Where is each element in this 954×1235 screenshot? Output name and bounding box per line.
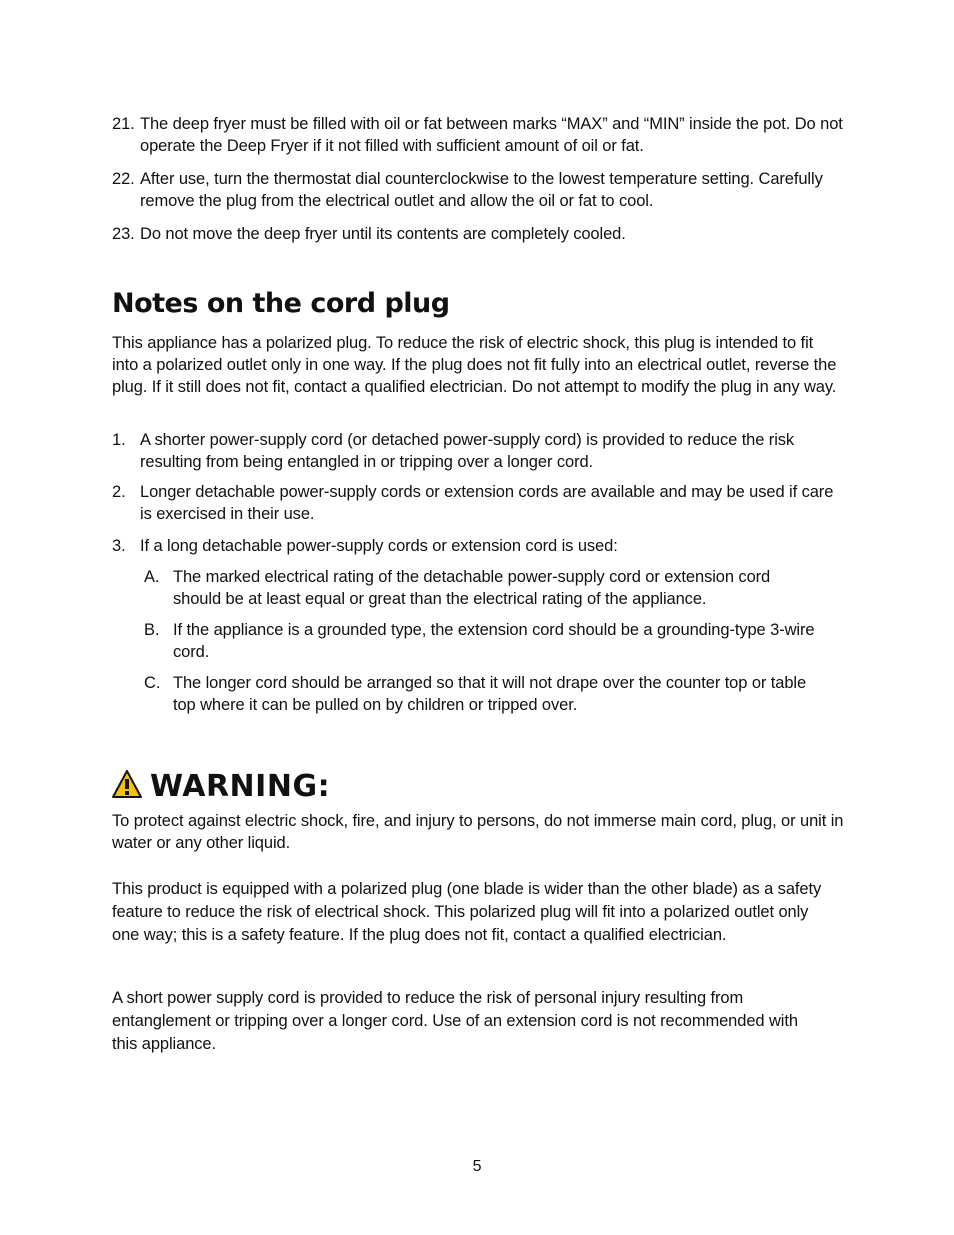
- list-item-21: [112, 113, 852, 157]
- cord-intro-paragraph: This appliance has a polarized plug. To reduce the risk of electric shock, this plug is intended to fit into a polarized outlet only in one way. If the plug does not fit fully into an electrical outlet, reverse the plug. If it still does not fit, contact a qualified electrician. Do not attempt to modify the plug in any way.: [112, 334, 837, 396]
- cord-list-item-1: [112, 429, 852, 473]
- cord-list-item-2: [112, 481, 852, 525]
- cord-list-item-3: [112, 535, 852, 557]
- list-item-text: Longer detachable power-supply cords or extension cords are available and may be used if care is exercised in their use.: [140, 483, 834, 523]
- list-item-text: If a long detachable power-supply cords or extension cord is used:: [140, 537, 618, 555]
- section-heading-cord-plug: Notes on the cord plug: [112, 288, 450, 319]
- warning-paragraph-3: A short power supply cord is provided to reduce the risk of personal injury resulting from entanglement or tripping over a longer cord. Use of an extension cord is not recommended with this appliance.: [112, 989, 798, 1053]
- list-item-text: After use, turn the thermostat dial counterclockwise to the lowest temperature setting. Carefully remove the plug from the electrical outlet and allow the oil or fat to cool.: [140, 170, 823, 210]
- warning-paragraph-2: This product is equipped with a polarized plug (one blade is wider than the other blade) as a safety feature to reduce the risk of electrical shock. This polarized plug will fit into a polarized outlet only one way; this is a safety feature. If the plug does not fit, contact a qualified electrician.: [112, 880, 822, 944]
- sub-list-text: If the appliance is a grounded type, the extension cord should be a grounding-type 3-wire cord.: [173, 621, 815, 661]
- list-item-text: A shorter power-supply cord (or detached power-supply cord) is provided to reduce the risk resulting from being entangled in or tripping over a longer cord.: [140, 431, 795, 471]
- warning-triangle-icon: [112, 770, 142, 803]
- sub-list-text: The longer cord should be arranged so that it will not drape over the counter top or table top where it can be pulled on by children or tripped over.: [173, 674, 807, 714]
- list-number: 22.: [112, 170, 135, 188]
- sub-list-letter: A.: [144, 568, 160, 586]
- list-item-text: Do not move the deep fryer until its contents are completely cooled.: [140, 225, 626, 243]
- list-item-text: The deep fryer must be filled with oil or fat between marks “MAX” and “MIN” inside the pot. Do not operate the Deep Fryer if it not filled with sufficient amount of oil or fat.: [140, 115, 843, 155]
- list-item-22: [112, 168, 852, 212]
- page-number: 5: [472, 1158, 482, 1175]
- list-item-23: [112, 223, 852, 245]
- list-number: 23.: [112, 225, 135, 243]
- cord-sub-item-b: [144, 619, 844, 663]
- sub-list-letter: C.: [144, 674, 161, 692]
- list-number: 21.: [112, 115, 135, 133]
- sub-list-text: The marked electrical rating of the detachable power-supply cord or extension cord should be at least equal or great than the electrical rating of the appliance.: [173, 568, 771, 608]
- warning-title: WARNING:: [150, 768, 331, 804]
- warning-heading: [112, 766, 330, 806]
- sub-list-letter: B.: [144, 621, 160, 639]
- cord-sub-item-c: [144, 672, 844, 716]
- list-number: 2.: [112, 483, 126, 501]
- list-number: 1.: [112, 431, 126, 449]
- warning-paragraph-1: To protect against electric shock, fire, and injury to persons, do not immerse main cord, plug, or unit in water or any other liquid.: [112, 812, 844, 852]
- cord-sub-item-a: [144, 566, 844, 610]
- list-number: 3.: [112, 537, 126, 555]
